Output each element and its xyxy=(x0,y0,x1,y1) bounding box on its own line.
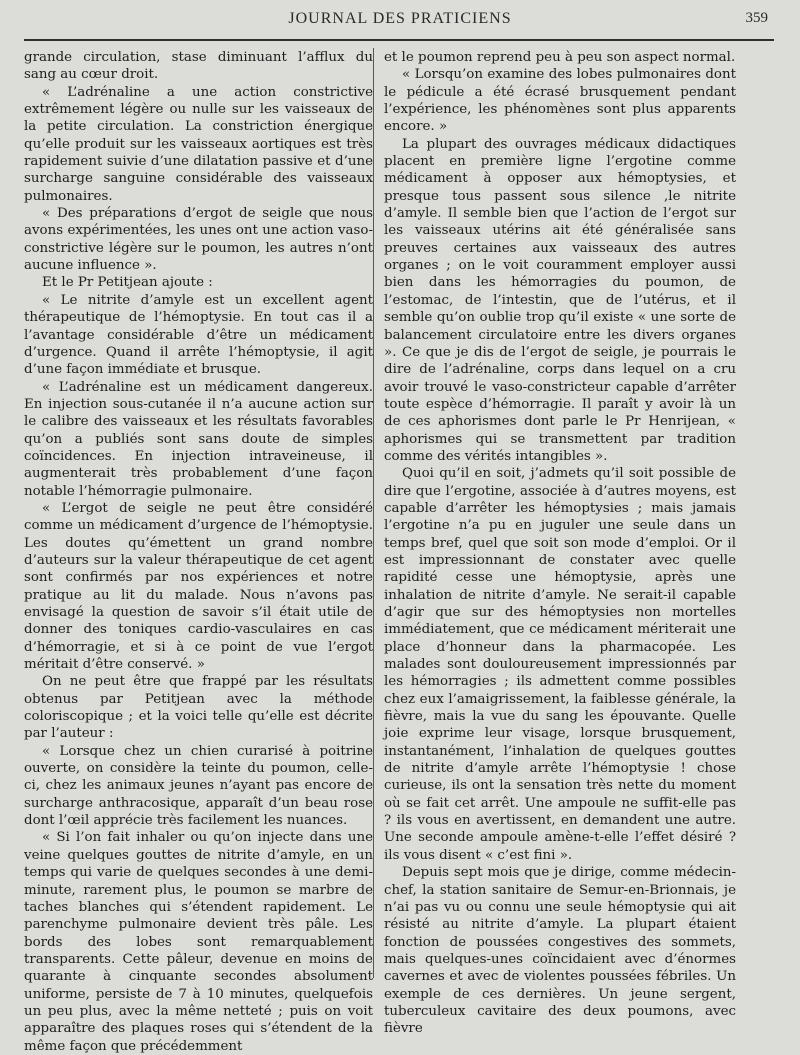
paragraph: « Lorsqu’on examine des lobes pulmonaires dont le pédicule a été écrasé brusquement pendant l’expérience, les phénomènes sont plus apparents encore. » xyxy=(384,67,736,135)
right-column xyxy=(384,49,736,1038)
column-divider xyxy=(373,48,374,978)
paragraph: « L’adrénaline est un médicament dangereux. En injection sous-cutanée il n’a aucune action sur le calibre des vaisseaux et les résultats favorables qu’on a publiés sont sans doute de simples coïncidences. En injection intraveineuse, il augmenterait très probablement d’une façon notable l’hémorragie pulmonaire. xyxy=(24,379,373,499)
left-column xyxy=(24,49,373,1055)
page-number: 359 xyxy=(745,10,768,26)
paragraph: Depuis sept mois que je dirige, comme médecin-chef, la station sanitaire de Semur-en-Brionnais, je n’ai pas vu ou connu une seule hémoptysie qui ait résisté au nitrite d’amyle. La plupart étaient fonction de poussées congestives des sommets, mais quelques-unes coïncidaient avec d’énormes cavernes et avec de violentes poussées fébriles. Un exemple de ces dernières. Un jeune sergent, tuberculeux cavitaire des deux poumons, avec fièvre xyxy=(384,865,736,1037)
paragraph: « Des préparations d’ergot de seigle que nous avons expérimentées, les unes ont une action vaso-constrictive légère sur le poumon, les autres n’ont aucune influence ». xyxy=(24,206,373,274)
paragraph: Quoi qu’il en soit, j’admets qu’il soit possible de dire que l’ergotine, associée à d’autres moyens, est capable d’arrêter les hémoptysies ; mais jamais l’ergotine n’a pu en juguler une seule dans un temps bref, quel que soit son mode d’emploi. Or il est impressionnant de constater avec quelle rapidité cesse une hémoptysie, après une inhalation de nitrite d’amyle. Ne serait-il capable d’agir que sur des hémoptysies non mortelles immédiatement, que ce médicament mériterait une place d’honneur dans la pharmacopée. Les malades sont douloureusement impressionnés par les hémorragies ; ils admettent comme possibles chez eux l’amaigrissement, la faiblesse générale, la fièvre, mais la vue du sang les épouvante. Quelle joie exprime leur visage, lorsque brusquement, instantanément, l’inhalation de quelques gouttes de nitrite d’amyle arrête l’hémoptysie ! chose curieuse, ils ont la sensation très nette du moment où se fait cet arrêt. Une ampoule ne suffit-elle pas ? ils vous en avertissent, en demandent une autre. Une seconde ampoule amène-t-elle l’effet désiré ? ils vous disent « c’est fini ». xyxy=(384,466,736,863)
running-title: JOURNAL DES PRATICIENS xyxy=(288,10,512,27)
paragraph: « Lorsque chez un chien curarisé à poitrine ouverte, on considère la teinte du poumon, celle-ci, chez les animaux jeunes n’ayant pas encore de surcharge anthracosique, apparaît d’un beau rose dont l’œil apprécie très facilement les nuances. xyxy=(24,743,373,829)
paragraph: grande circulation, stase diminuant l’afflux du sang au cœur droit. xyxy=(24,50,373,83)
paragraph: « L’ergot de seigle ne peut être considéré comme un médicament d’urgence de l’hémoptysie. Les doutes qu’émettent un grand nombre d’auteurs sur la valeur thérapeutique de cet agent sont confirmés par nos expériences et notre pratique au lit du malade. Nous n’avons pas envisagé la question de savoir s’il était utile de donner des toniques cardio-vasculaires en cas d’hémorragie, et si à ce point de vue l’ergot méritait d’être conservé. » xyxy=(24,500,373,673)
paragraph: « L’adrénaline a une action constrictive extrêmement légère ou nulle sur les vaisseaux de la petite circulation. La constriction énergique qu’elle produit sur les vaisseaux aortiques est très rapidement suivie d’une dilatation passive et d’une surcharge sanguine considérable des vaisseaux pulmonaires. xyxy=(24,84,373,204)
paragraph: On ne peut être que frappé par les résultats obtenus par Petitjean avec la méthode coloriscopique ; et la voici telle qu’elle est décrite par l’auteur : xyxy=(24,674,373,742)
page-header xyxy=(0,10,800,36)
paragraph: « Le nitrite d’amyle est un excellent agent thérapeutique de l’hémoptysie. En tout cas il a l’avantage considérable d’être un médicament d’urgence. Quand il arrête l’hémoptysie, il agit d’une façon immédiate et brusque. xyxy=(24,292,373,378)
paragraph: La plupart des ouvrages médicaux didactiques placent en première ligne l’ergotine comme médicament à opposer aux hémoptysies, et presque tous passent sous silence ,le nitrite d’amyle. Il semble bien que l’action de l’ergot sur les vaisseaux utérins ait été généralisée sans preuves certaines aux vaisseaux des autres organes ; on le voit couramment employer aussi bien dans les hémorragies du poumon, de l’estomac, de l’intestin, que de l’utérus, et il semble qu’on oublie trop qu’il existe « une sorte de balancement circulatoire entre les divers organes ». Ce que je dis de l’ergot de seigle, je pourrais le dire de l’adrénaline, corps dans lequel on a cru avoir trouvé le vaso-constricteur capable d’arrêter toute espèce d’hémorragie. Il paraît y avoir là un de ces aphorismes dont parle le Pr Henrijean, « aphorismes qui se transmettent par tradition comme des vérités intangibles ». xyxy=(384,136,736,464)
paragraph: Et le Pr Petitjean ajoute : xyxy=(42,275,213,291)
paragraph: « Si l’on fait inhaler ou qu’on injecte dans une veine quelques gouttes de nitrite d’amyle, en un temps qui varie de quelques secondes à une demi-minute, rarement plus, le poumon se marbre de taches blanches qui s’étendent rapidement. Le parenchyme pulmonaire devient très pâle. Les bords des lobes sont remarquablement transparents. Cette pâleur, devenue en moins de quarante à cinquante secondes absolument uniforme, persiste de 7 à 10 minutes, quelquefois un peu plus, avec la même netteté ; puis on voit apparaître des plaques roses qui s’étendent de la même façon que précédemment xyxy=(24,830,373,1054)
paragraph: et le poumon reprend peu à peu son aspect normal. xyxy=(384,50,736,65)
header-rule xyxy=(24,39,774,41)
